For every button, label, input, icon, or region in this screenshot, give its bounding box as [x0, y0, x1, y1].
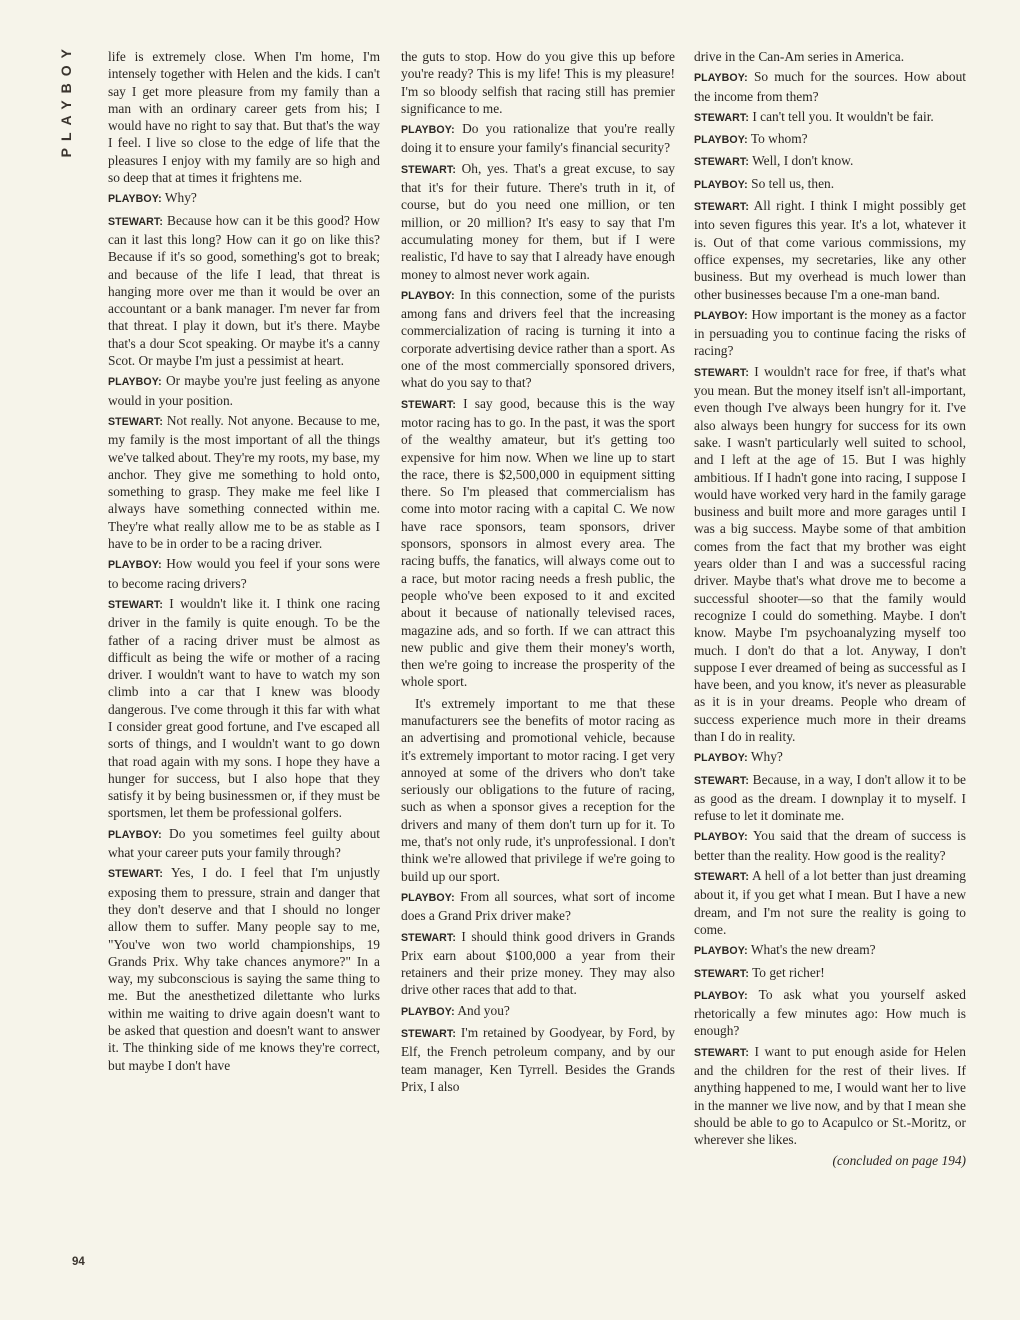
paragraph: [694, 175, 966, 194]
paragraph: [694, 197, 966, 303]
paragraph-text: You said that the dream of success is better than the reality. How good is the reality?: [694, 828, 966, 863]
paragraph-text: Well, I don't know.: [752, 153, 854, 169]
speaker-label: STEWART:: [108, 868, 163, 881]
speaker-label: STEWART:: [694, 111, 749, 124]
paragraph: [401, 48, 675, 117]
column-2: [401, 48, 675, 1098]
paragraph-text: I'm retained by Goodyear, by Ford, by Elf, the French petroleum company, and by our team manager, Ken Tyrrell. Besides the Grands Prix, I also: [401, 1025, 675, 1094]
paragraph: [401, 160, 675, 283]
page-number: 94: [72, 1256, 85, 1268]
speaker-label: PLAYBOY:: [108, 559, 162, 572]
paragraph: [108, 555, 380, 592]
paragraph: [401, 1002, 675, 1021]
masthead: PLAYBOY: [58, 42, 74, 158]
column-1: [108, 48, 380, 1077]
paragraph: [694, 306, 966, 360]
speaker-label: PLAYBOY:: [401, 891, 455, 904]
speaker-label: PLAYBOY:: [694, 178, 748, 191]
paragraph: [694, 941, 966, 960]
paragraph-text: In this connection, some of the purists among fans and drivers feel that the increasing commercialization of racing is turning it into a corporate advertising device rather than a sport. As one of the most commercially sponsored drivers, what do you say to that?: [401, 286, 675, 391]
paragraph-text: Yes, I do. I feel that I'm unjustly exposing them to pressure, strain and danger that they don't deserve and that I should no longer allow them to suffer. Many people say to me, "You've won two world championships, 19 Grands Prix. Why take chances anymore?" In a way, my subconscious is saying the same thing to me. But the anesthetized dilettante who lurks within me waiting to drive again doesn't want to be asked that question and doesn't want to answer it. The thinking side of me knows they're correct, but maybe I don't have: [108, 865, 380, 1073]
paragraph: [694, 1043, 966, 1149]
speaker-label: PLAYBOY:: [694, 134, 748, 147]
paragraph: [401, 1024, 675, 1095]
paragraph: [694, 827, 966, 864]
speaker-label: STEWART:: [694, 1046, 749, 1059]
paragraph-text: A hell of a lot better than just dreaming about it, if you get what I mean. But I have a new dream, and I'm not sure the reality is going to come.: [694, 868, 967, 937]
speaker-label: PLAYBOY:: [108, 193, 162, 206]
paragraph: [108, 189, 380, 208]
paragraph-text: So much for the sources. How about the income from them?: [694, 69, 966, 104]
speaker-label: PLAYBOY:: [694, 752, 748, 765]
speaker-label: PLAYBOY:: [401, 124, 455, 137]
paragraph: [401, 888, 675, 925]
paragraph: [401, 695, 675, 885]
continuation-note: (concluded on page 194): [832, 1152, 966, 1168]
paragraph-text: Because how can it be this good? How can it last this long? How can it go on like this? Because if it's so good, something's got to break; and because of the life I lead, that threat is hanging more over me than it would be over an accountant or a bank manager. I'm never far from that threat. I play it down, but it's there. Maybe that's a dour Scot speaking. Or maybe it's a canny Scot. Or maybe I'm just a pessimist at heart.: [108, 212, 380, 369]
paragraph-text: Do you sometimes feel guilty about what your career puts your family through?: [108, 825, 381, 861]
speaker-label: STEWART:: [694, 871, 749, 884]
paragraph: [694, 964, 966, 983]
paragraph-text: I say good, because this is the way motor racing has to go. In the past, it was the sport of the wealthy amateur, but it's getting too expensive for him now. When we line up to start the race, there is $2,500,000 in equipment sitting there. So I'm pleased that commercialism has come into motor racing with a capital C. We now have race sponsors, team sponsors, driver sponsors, sponsors in almost every area. The racing buffs, the fanatics, will always come out to a race, but motor racing needs a fresh public, the people who've been exposed to it and excited about it because of nationally televised races, magazine ads, and so forth. If we can attract this new public and give them their money's worth, then we're going to increase the prosperity of the whole sport.: [401, 395, 675, 690]
speaker-label: STEWART:: [694, 201, 749, 214]
paragraph-text: drive in the Can-Am series in America.: [694, 49, 905, 64]
paragraph-text: I want to put enough aside for Helen and the children for the rest of their lives. If anything happened to me, I would want her to live in the manner we live now, and by that I mean she should be able to go to Acapulco or St.-Moritz, or wherever she likes.: [694, 1043, 966, 1148]
paragraph-text: To whom?: [750, 131, 808, 147]
paragraph-text: So tell us, then.: [751, 175, 835, 191]
paragraph-text: How would you feel if your sons were to become racing drivers?: [108, 556, 380, 591]
speaker-label: STEWART:: [694, 156, 749, 169]
paragraph: [694, 771, 966, 825]
paragraph: [694, 986, 966, 1040]
speaker-label: PLAYBOY:: [694, 831, 748, 844]
speaker-label: PLAYBOY:: [694, 72, 748, 85]
speaker-label: STEWART:: [401, 398, 456, 411]
speaker-label: PLAYBOY:: [108, 376, 162, 389]
paragraph-text: And you?: [457, 1002, 510, 1018]
paragraph-text: Why?: [164, 190, 197, 206]
paragraph: [108, 595, 380, 822]
column-3: [694, 48, 966, 1172]
paragraph: [108, 372, 380, 409]
paragraph-text: Not really. Not anyone. Because to me, my family is the most important of all the things we've talked about. They're my roots, my base, my anchor. They give me something to hold onto, something to grasp. They make me feel like I always have something connected within me. They're what really allow me to be as stable as I have to be in order to be a racing driver.: [108, 412, 380, 552]
speaker-label: STEWART:: [694, 774, 749, 787]
paragraph-text: What's the new dream?: [750, 942, 876, 958]
paragraph-text: To get richer!: [752, 964, 825, 980]
paragraph-text: It's extremely important to me that these manufacturers see the benefits of motor racing as an advertising and promotional vehicle, because it's extremely important to motor racing. I get very annoyed at some of the drivers who don't take seriously our obligations to the future of racing, such as when a sponsor gives a reception for the drivers and many of them don't turn up for it. To me, that's not only rude, it's unprofessional. I don't think we're allowed that privilege if we're going to build up our sport.: [401, 695, 675, 884]
speaker-label: STEWART:: [694, 366, 749, 379]
speaker-label: PLAYBOY:: [694, 989, 748, 1002]
paragraph: [108, 412, 380, 552]
speaker-label: STEWART:: [401, 1028, 456, 1041]
paragraph: [401, 395, 675, 691]
paragraph: [108, 864, 380, 1074]
paragraph-text: To ask what you yourself asked rhetorically a few minutes ago: How much is enough?: [694, 986, 966, 1039]
speaker-label: PLAYBOY:: [694, 945, 748, 958]
paragraph-text: Because, in a way, I don't allow it to be as good as the dream. I downplay it to myself. I refuse to let it dominate me.: [694, 771, 966, 824]
paragraph-text: Do you rationalize that you're really doing it to ensure your family's financial security?: [401, 121, 675, 156]
speaker-label: PLAYBOY:: [401, 289, 455, 302]
paragraph-text: the guts to stop. How do you give this up before you're ready? This is my life! This is my pleasure! I'm so bloody selfish that racing still has premier significance to me.: [401, 49, 675, 116]
paragraph-text: Oh, yes. That's a great excuse, to say that it's for their future. There's truth in it, of course, but do you need one million, or ten million, or 20 million? It's easy to say that I'm accumulating money for them, but if I were realistic, I'd have to say that I already have enough money to almost never work again.: [401, 160, 675, 282]
paragraph: [694, 867, 966, 938]
speaker-label: PLAYBOY:: [694, 309, 748, 322]
paragraph: [694, 68, 966, 105]
paragraph-text: Why?: [750, 749, 783, 765]
paragraph-text: I can't tell you. It wouldn't be fair.: [752, 108, 934, 124]
paragraph-text: I wouldn't like it. I think one racing driver in the family is quite enough. To be the father of a racing driver must be almost as difficult as being the wife or mother of a racing driver. I wouldn't want to have to watch my son climb into a car that I knew was bloody dangerous. I've come through it this far with what I consider great good fortune, and I've escaped all sorts of things, and I wouldn't want to go down that road again with my sons. I hope they have a hunger for success, but I also hope that they satisfy it by being businessmen or, if they must be sportsmen, let them be professional golfers.: [108, 595, 380, 821]
speaker-label: PLAYBOY:: [108, 828, 162, 841]
paragraph: [694, 748, 966, 767]
paragraph: [108, 212, 380, 370]
paragraph: [401, 120, 675, 157]
paragraph: [694, 108, 966, 127]
paragraph: [108, 825, 380, 862]
paragraph-text: Or maybe you're just feeling as anyone would in your position.: [108, 373, 380, 408]
paragraph: [401, 286, 675, 392]
paragraph: [401, 928, 675, 999]
paragraph: [108, 48, 380, 186]
paragraph-text: All right. I think I might possibly get into seven figures this year. It's a lot, whatever it is. Out of that come various commissions, my office expenses, my secretaries, like any other business. But my overhead is much lower than other businesses because I'm a one-man band.: [694, 198, 966, 302]
paragraph: [694, 130, 966, 149]
paragraph-text: I should think good drivers in Grands Prix earn about $100,000 a year from their retainers and their prize money. They may also drive other races that add to that.: [401, 928, 675, 998]
paragraph-text: From all sources, what sort of income does a Grand Prix driver make?: [401, 888, 675, 924]
speaker-label: STEWART:: [401, 931, 456, 944]
speaker-label: STEWART:: [108, 215, 163, 228]
speaker-label: STEWART:: [108, 415, 163, 428]
speaker-label: PLAYBOY:: [401, 1005, 455, 1018]
speaker-label: STEWART:: [694, 967, 749, 980]
speaker-label: STEWART:: [108, 598, 163, 611]
paragraph: [694, 363, 966, 746]
paragraph-text: life is extremely close. When I'm home, I'm intensely together with Helen and the kids. I can't say I get more pleasure from my family than a man with an ordinary career gets from his; I would have no right to say that. But that's the way I feel. I live so close to the edge of life that the pleasures I enjoy with my family are so high and so deep that at times it frightens me.: [108, 49, 380, 186]
speaker-label: STEWART:: [401, 163, 456, 176]
paragraph: [694, 48, 966, 65]
paragraph: [694, 152, 966, 171]
paragraph-text: I wouldn't race for free, if that's what you mean. But the money itself isn't all-important, even though I've always been hungry for it. I've also always been hungry for success for its own sake. I wasn't particularly well suited to school, and I left at the age of 15. But I was highly ambitious. If I hadn't gone into racing, I suppose I would have worked very hard in the family garage business and built more and more garages until I was a big success. Maybe some of that ambition comes from the fact that my brother was eight years older than I and was a successful racing driver. Maybe that's what drove me to become a successful shooter—so that the family would recognize I could do something. Maybe. I don't know. Maybe I'm psychoanalyzing myself too much. I don't do that a lot. Anyway, I don't suppose I ever dreamed of being as successful as I have been, and you know, it's never as pleasurable as it is in your dreams. People who dream of success experience much more in their dreams than I do in reality.: [694, 363, 966, 744]
paragraph-text: How important is the money as a factor in persuading you to continue facing the risks of racing?: [694, 306, 966, 359]
